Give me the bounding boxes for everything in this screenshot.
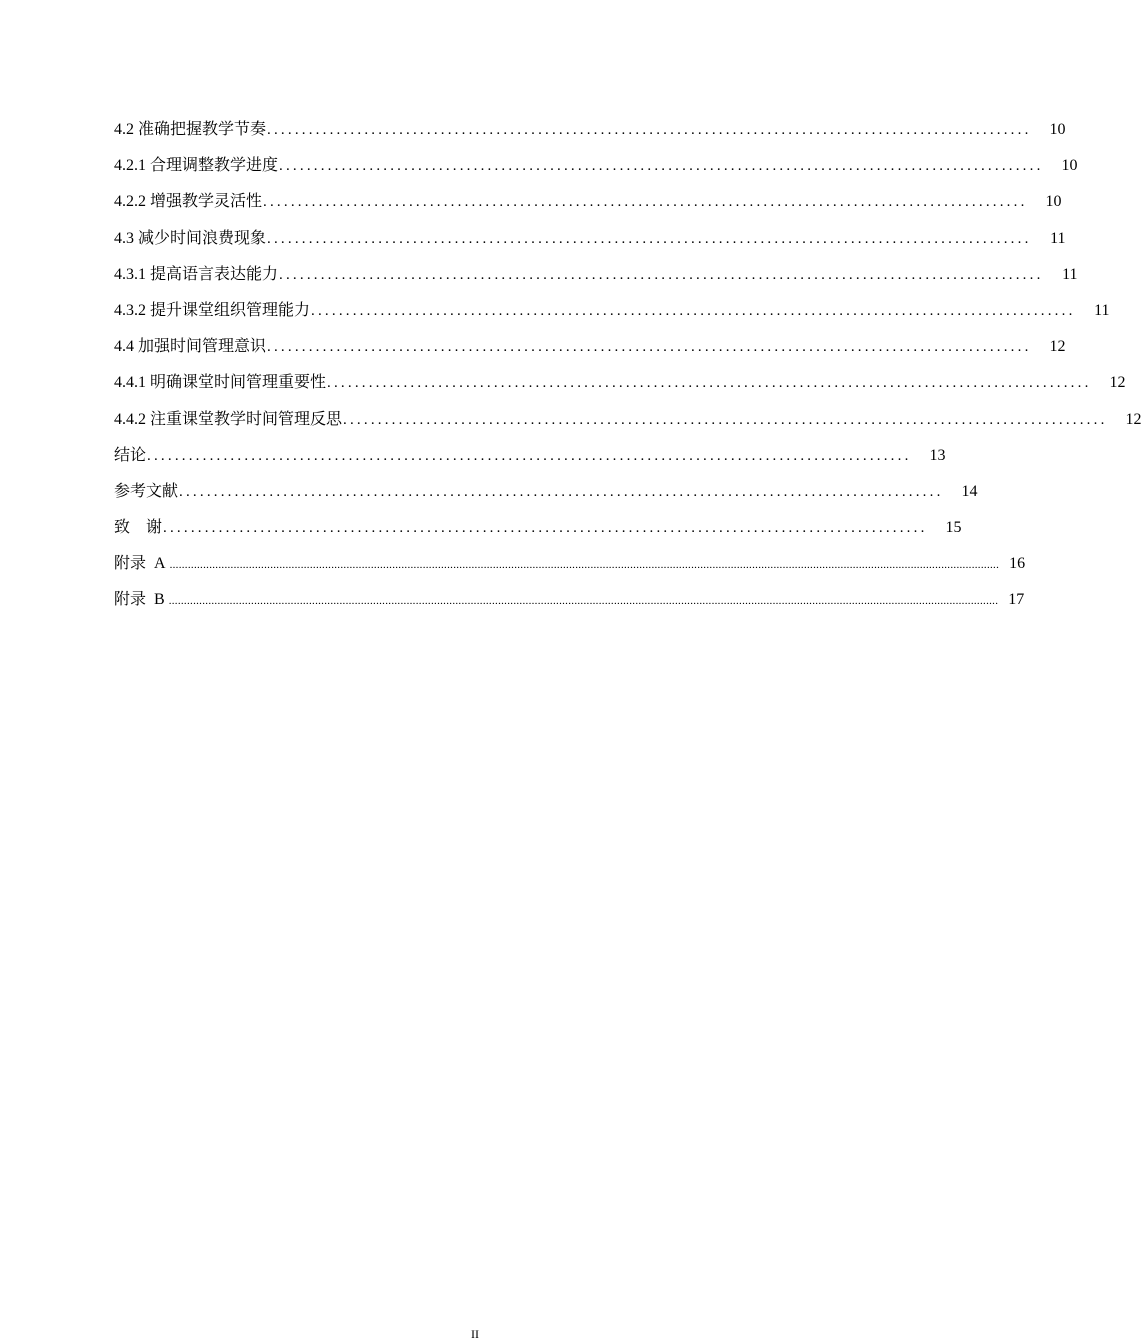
toc-entry-page: 12: [1109, 374, 1126, 392]
toc-entry[interactable]: [114, 112, 1066, 148]
toc-entry-title: 附录 B: [114, 591, 165, 609]
toc-entry[interactable]: [114, 329, 1066, 365]
toc-entry-title: 4.3.1 提高语言表达能力: [114, 265, 279, 283]
toc-entry-page: 10: [1045, 193, 1062, 211]
toc-entry[interactable]: [114, 257, 1078, 293]
toc-entry-page: 10: [1049, 121, 1066, 138]
toc-entry-title: 4.3.2 提升课堂组织管理能力: [114, 301, 311, 319]
toc-entry[interactable]: [114, 546, 1026, 582]
toc-entry-title: 4.2.1 合理调整教学进度: [114, 157, 279, 175]
toc-dot-leader: ..............................................................................................................: [279, 266, 1044, 283]
toc-entry-page: 11: [1050, 229, 1066, 247]
toc-entry[interactable]: [114, 365, 1126, 401]
toc-entry-title: 4.4 加强时间管理意识: [114, 338, 267, 356]
toc-dot-leader: ..............................................................................................................: [267, 339, 1032, 356]
toc-entry-title: 4.2 准确把握教学节奏: [114, 121, 267, 138]
table-of-contents: [114, 112, 1142, 621]
toc-entry-title: 4.4.2 注重课堂教学时间管理反思: [114, 410, 343, 428]
toc-dot-leader: ..............................................................................................................: [343, 411, 1108, 428]
toc-entry[interactable]: [114, 582, 1025, 621]
toc-dot-leader: ..............................................................................................................: [147, 447, 912, 464]
toc-dot-leader: ..............................................................................................................: [267, 122, 1032, 138]
toc-entry[interactable]: [114, 293, 1110, 329]
toc-entry-page: 13: [929, 446, 946, 464]
toc-dot-leader: ..............................................................................................................: [327, 375, 1092, 392]
toc-entry[interactable]: [114, 438, 946, 474]
toc-entry-page: 14: [961, 482, 978, 500]
toc-entry[interactable]: [114, 148, 1078, 184]
toc-entry-page: 10: [1061, 157, 1078, 175]
toc-dot-leader: ..............................................................................................................: [279, 158, 1044, 175]
toc-dot-leader: ..............................................................................................................: [179, 483, 944, 500]
toc-entry[interactable]: [114, 402, 1142, 438]
toc-entry-page: 11: [1094, 301, 1110, 319]
toc-entry-page: 11: [1062, 265, 1078, 283]
toc-entry-title: 附录 A: [114, 555, 166, 573]
toc-entry[interactable]: [114, 474, 978, 510]
toc-entry-title: 4.2.2 增强教学灵活性: [114, 193, 263, 211]
toc-dot-leader: ..............................................................................................................: [311, 302, 1076, 319]
toc-dot-leader: ..............................................................................................................: [263, 194, 1028, 211]
toc-entry-page: 12: [1125, 410, 1142, 428]
toc-dot-leader: ................................................................................................................................................................................................................................................................................: [169, 559, 1000, 572]
toc-entry-title: 参考文献: [114, 482, 179, 500]
toc-entry-title: 致 谢: [114, 519, 163, 537]
toc-dot-leader: ................................................................................................................................................................................................................................................................................: [168, 595, 999, 608]
toc-dot-leader: ..............................................................................................................: [163, 520, 928, 537]
toc-entry-title: 4.4.1 明确课堂时间管理重要性: [114, 374, 327, 392]
toc-entry[interactable]: [114, 510, 962, 546]
toc-entry-title: 4.3 减少时间浪费现象: [114, 229, 267, 247]
toc-entry-page: 17: [1008, 591, 1025, 609]
toc-entry-page: 12: [1049, 338, 1066, 356]
toc-entry[interactable]: [114, 184, 1062, 220]
toc-entry-title: 结论: [114, 446, 147, 464]
toc-entry-page: 16: [1009, 555, 1026, 573]
toc-entry-page: 15: [945, 519, 962, 537]
toc-entry[interactable]: [114, 221, 1066, 257]
toc-dot-leader: ..............................................................................................................: [267, 230, 1032, 247]
page-number: II: [471, 1327, 479, 1341]
